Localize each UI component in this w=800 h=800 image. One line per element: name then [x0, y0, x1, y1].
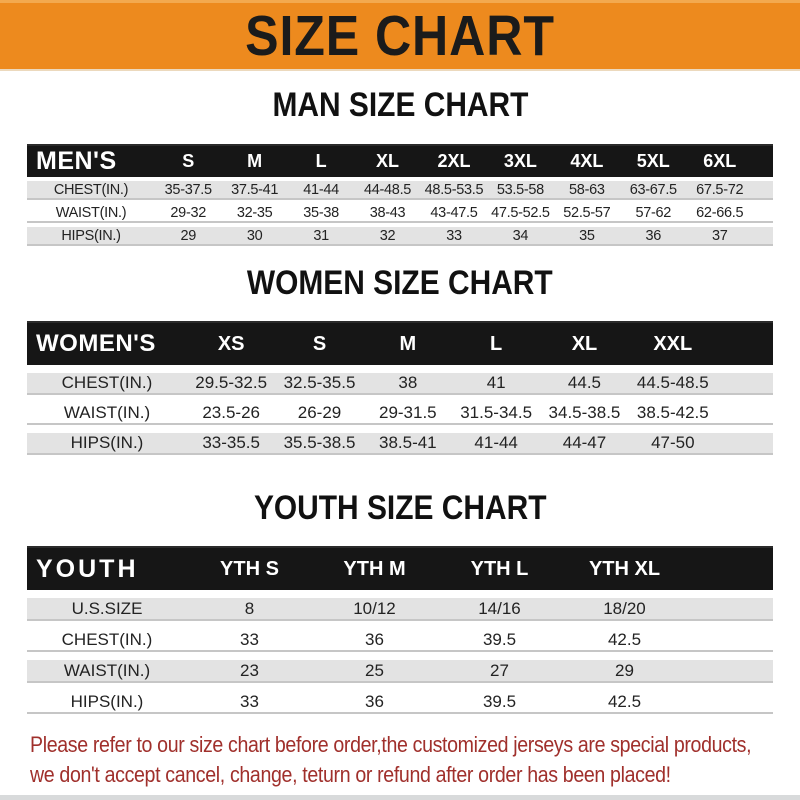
- size-value: 57-62: [635, 204, 672, 221]
- bottom-edge-strip: [0, 795, 800, 800]
- measurement-row: [27, 227, 773, 246]
- measurement-row: [27, 433, 773, 455]
- measurement-values: [155, 205, 753, 221]
- size-chart-sections: [0, 86, 800, 714]
- size-value: 47-50: [651, 433, 695, 452]
- measurement-label: CHEST(IN.): [61, 629, 153, 649]
- size-value: 42.5: [607, 629, 642, 649]
- section-heading-text: MAN SIZE CHART: [272, 86, 528, 124]
- size-value: 53.5-58: [496, 181, 544, 198]
- size-column-header: 6XL: [703, 151, 737, 171]
- size-value: 29-32: [170, 204, 207, 221]
- size-value: 39.5: [482, 629, 517, 649]
- size-value: 42.5: [607, 691, 642, 711]
- size-value: 36: [365, 691, 384, 711]
- size-value: 38-43: [369, 204, 406, 221]
- measurement-row: [27, 598, 773, 621]
- measurement-values: [155, 182, 753, 198]
- size-value: 41-44: [474, 433, 518, 452]
- size-chart-section: [0, 264, 800, 455]
- size-value: 32-35: [236, 204, 273, 221]
- measurement-label: WAIST(IN.): [63, 660, 151, 680]
- size-value: 33-35.5: [202, 433, 260, 452]
- size-column-header: M: [247, 151, 263, 171]
- measurement-row: [27, 403, 773, 425]
- size-value: 35-37.5: [164, 181, 212, 198]
- size-value: 35: [579, 227, 595, 244]
- table-header-row: [27, 546, 773, 590]
- size-column-header: YTH M: [343, 557, 406, 580]
- table-header-cells: [187, 558, 687, 581]
- section-heading: [0, 86, 800, 128]
- table-header-cells: [187, 333, 717, 356]
- footer-note-line-1: Please refer to our size chart before order,the customized jerseys are special products,: [30, 732, 752, 757]
- section-heading: [0, 489, 800, 531]
- size-column-header: XXL: [653, 332, 693, 355]
- measurement-label: WAIST(IN.): [55, 204, 127, 221]
- size-value: 31: [313, 227, 329, 244]
- size-value: 8: [244, 598, 255, 618]
- size-value: 32.5-35.5: [283, 373, 356, 392]
- measurement-label: HIPS(IN.): [70, 691, 144, 711]
- table-body: [27, 373, 773, 455]
- measurement-label: HIPS(IN.): [70, 433, 144, 452]
- size-value: 23: [240, 660, 259, 680]
- measurement-label: CHEST(IN.): [53, 181, 129, 198]
- size-value: 32: [379, 227, 396, 244]
- size-column-header: XL: [571, 332, 598, 355]
- table-header-row: [27, 144, 773, 177]
- size-value: 33: [446, 227, 462, 244]
- size-value: 36: [645, 227, 662, 244]
- measurement-values: [187, 599, 687, 619]
- size-value: 26-29: [297, 403, 342, 422]
- size-chart-section: [0, 489, 800, 714]
- size-value: 18/20: [603, 598, 646, 618]
- size-value: 29: [615, 660, 634, 680]
- size-value: 58-63: [569, 181, 605, 198]
- size-value: 34.5-38.5: [548, 403, 621, 422]
- table-header-label: WOMEN'S: [36, 330, 156, 357]
- size-value: 63-67.5: [629, 181, 677, 198]
- measurement-row: [27, 204, 773, 223]
- table-header-label: MEN'S: [36, 147, 117, 175]
- size-value: 44-47: [562, 433, 607, 452]
- size-value: 30: [246, 227, 263, 244]
- size-column-header: YTH S: [220, 557, 279, 580]
- size-column-header: M: [399, 332, 417, 355]
- size-value: 38.5-41: [378, 433, 437, 452]
- banner-title: SIZE CHART: [245, 4, 555, 68]
- measurement-row: [27, 181, 773, 200]
- table-header-label: YOUTH: [36, 554, 139, 583]
- size-value: 35-38: [303, 204, 339, 221]
- table-header-cells: [155, 151, 753, 172]
- size-value: 33: [240, 691, 259, 711]
- footer-note: [30, 730, 800, 790]
- measurement-values: [187, 433, 717, 453]
- measurement-values: [187, 661, 687, 681]
- size-column-header: YTH L: [470, 557, 529, 580]
- size-value: 10/12: [353, 598, 396, 618]
- banner: [0, 0, 800, 71]
- size-table: [27, 321, 773, 455]
- size-column-header: XS: [217, 332, 245, 355]
- size-value: 39.5: [482, 691, 517, 711]
- table-body: [27, 181, 773, 246]
- size-value: 14/16: [478, 598, 521, 618]
- size-value: 33: [240, 629, 259, 649]
- size-value: 29: [180, 227, 196, 244]
- section-heading-text: YOUTH SIZE CHART: [253, 489, 547, 527]
- size-column-header: L: [315, 151, 327, 171]
- size-value: 44-48.5: [363, 181, 412, 198]
- size-column-header: 2XL: [437, 151, 471, 171]
- size-value: 48.5-53.5: [424, 181, 484, 198]
- size-column-header: XL: [376, 151, 400, 171]
- size-value: 35.5-38.5: [283, 433, 356, 452]
- size-chart-section: [0, 86, 800, 246]
- measurement-label: CHEST(IN.): [61, 373, 153, 392]
- size-column-header: YTH XL: [588, 557, 661, 580]
- measurement-values: [187, 373, 717, 393]
- size-value: 62-66.5: [696, 204, 744, 221]
- measurement-values: [187, 403, 717, 423]
- size-column-header: S: [312, 332, 327, 355]
- section-heading-text: WOMEN SIZE CHART: [247, 264, 553, 302]
- size-column-header: 4XL: [570, 151, 604, 171]
- size-value: 38: [398, 373, 418, 392]
- section-heading: [0, 264, 800, 306]
- measurement-values: [155, 228, 753, 244]
- size-column-header: 3XL: [503, 151, 537, 171]
- measurement-label: WAIST(IN.): [63, 403, 151, 422]
- size-value: 25: [365, 660, 384, 680]
- measurement-label: U.S.SIZE: [71, 598, 143, 618]
- size-table: [27, 546, 773, 714]
- size-value: 47.5-52.5: [491, 204, 550, 221]
- measurement-row: [27, 373, 773, 395]
- measurement-row: [27, 629, 773, 652]
- size-value: 36: [365, 629, 384, 649]
- size-value: 34: [512, 227, 529, 244]
- size-value: 43-47.5: [430, 204, 478, 221]
- size-value: 41-44: [303, 181, 339, 198]
- table-body: [27, 598, 773, 714]
- size-value: 27: [490, 660, 509, 680]
- size-value: 44.5: [567, 373, 602, 392]
- size-column-header: 5XL: [636, 151, 670, 171]
- size-value: 31.5-34.5: [460, 403, 533, 422]
- measurement-values: [187, 630, 687, 650]
- size-column-header: L: [490, 332, 503, 355]
- size-value: 37.5-41: [231, 181, 279, 198]
- size-value: 29.5-32.5: [195, 373, 268, 392]
- size-value: 29-31.5: [378, 403, 437, 422]
- size-column-header: S: [182, 151, 195, 171]
- measurement-label: HIPS(IN.): [61, 227, 121, 244]
- size-value: 67.5-72: [696, 181, 744, 198]
- size-value: 38.5-42.5: [636, 403, 709, 422]
- size-value: 41: [486, 373, 506, 392]
- footer-note-line-2: we don't accept cancel, change, teturn or refund after order has been placed!: [30, 762, 671, 787]
- size-value: 23.5-26: [202, 403, 260, 422]
- size-value: 37: [711, 227, 728, 244]
- measurement-values: [187, 692, 687, 712]
- size-table: [27, 144, 773, 246]
- size-value: 52.5-57: [563, 204, 611, 221]
- measurement-row: [27, 691, 773, 714]
- table-header-row: [27, 321, 773, 365]
- measurement-row: [27, 660, 773, 683]
- size-value: 44.5-48.5: [636, 373, 709, 392]
